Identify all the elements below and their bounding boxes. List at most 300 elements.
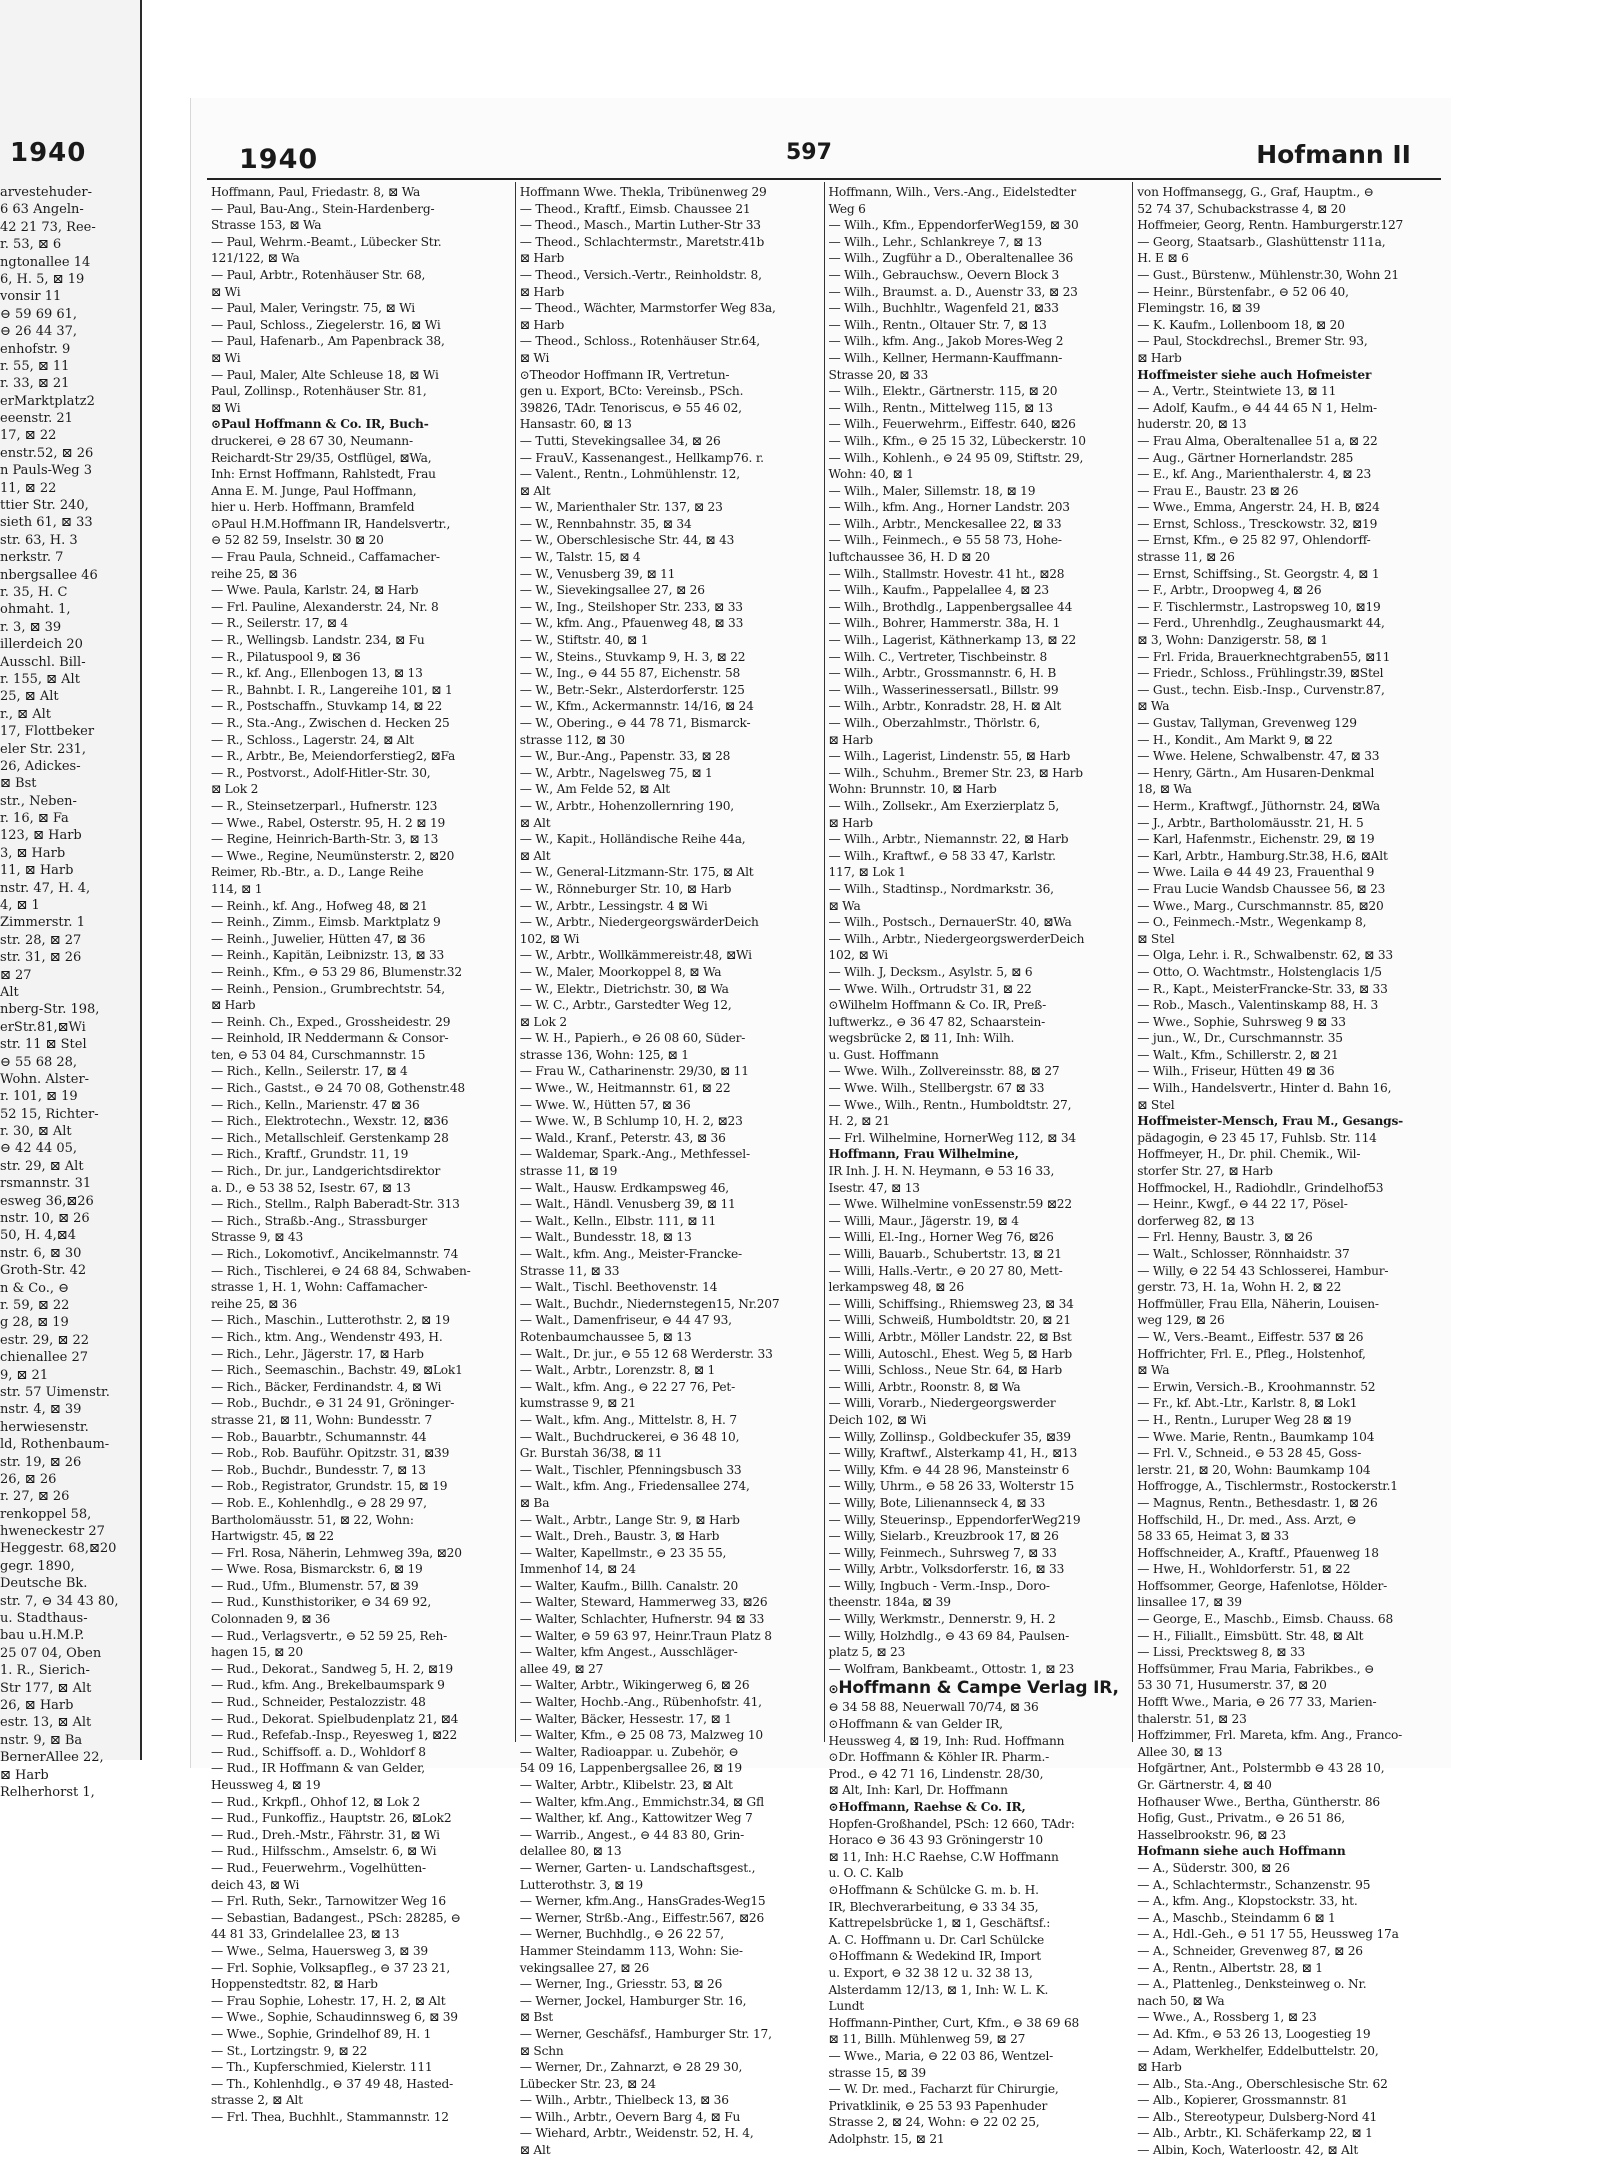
directory-entry: A. C. Hoffmann u. Dr. Carl Schülcke <box>828 1932 1045 1947</box>
directory-entry: — W., Ing., ⊖ 44 55 87, Eichenstr. 58 <box>519 666 741 681</box>
directory-entry: — Sebastian, Badangest., PSch: 28285, ⊖ <box>211 1910 461 1925</box>
directory-entry: — Wilh., Rentn., Mittelweg 115, ⊠ 13 <box>828 400 1053 415</box>
directory-entry: — W., Oberschlesische Str. 44, ⊠ 43 <box>519 533 735 548</box>
directory-entry: — Rich., Kraftf., Grundstr. 11, 19 <box>211 1147 409 1162</box>
directory-entry: — Walter, Kfm., ⊖ 25 08 73, Malzweg 10 <box>519 1728 763 1743</box>
directory-entry: — Wwe. Wilh., Stellbergstr. 67 ⊠ 33 <box>828 1081 1045 1096</box>
left-page-fragment: r. 35, H. C <box>0 584 68 600</box>
directory-entry: — Rich., Kelln., Seilerstr. 17, ⊠ 4 <box>211 1064 408 1079</box>
directory-entry: — Willi, Halls.-Vertr., ⊖ 20 27 80, Mett- <box>828 1263 1063 1278</box>
directory-entry: strasse 1, H. 1, Wohn: Caffamacher- <box>211 1280 428 1295</box>
directory-entry: ⊠ Wi <box>211 350 241 365</box>
directory-entry: — Theod., Schloss., Rotenhäuser Str.64, <box>519 334 760 349</box>
directory-entry: — Valent., Rentn., Lohmühlenstr. 12, <box>519 467 740 482</box>
directory-entry: — Wilh. C., Vertreter, Tischbeinstr. 8 <box>828 649 1048 664</box>
directory-entry: — Frl. V., Schneid., ⊖ 53 28 45, Goss- <box>1137 1446 1362 1461</box>
directory-entry: gen u. Export, BCto: Vereinsb., PSch. <box>519 384 744 399</box>
directory-entry: — George, E., Maschb., Eimsb. Chauss. 68 <box>1137 1612 1394 1627</box>
directory-entry: ⊠ Alt <box>519 848 551 863</box>
directory-entry: — Walt., Arbtr., Lange Str. 9, ⊠ Harb <box>519 1512 740 1527</box>
directory-entry: — H., Filiallt., Eimsbütt. Str. 48, ⊠ Alt <box>1137 1628 1364 1643</box>
directory-entry: — FrauV., Kassenangest., Hellkamp76. r. <box>519 450 764 465</box>
directory-entry: — Reinh., Zimm., Eimsb. Marktplatz 9 <box>211 915 441 930</box>
directory-entry: linsallee 17, ⊠ 39 <box>1137 1595 1242 1610</box>
directory-entry: Hoffmann-Pinther, Curt, Kfm., ⊖ 38 69 68 <box>828 2015 1080 2030</box>
directory-entry: — Rud., Verlagsvertr., ⊖ 52 59 25, Reh- <box>211 1628 448 1643</box>
directory-entry: — Wwe., Rabel, Osterstr. 95, H. 2 ⊠ 19 <box>211 815 446 830</box>
directory-entry: — Wwe., Sophie, Suhrsweg 9 ⊠ 33 <box>1137 1014 1346 1029</box>
directory-entry: — Heinr., Kwgf., ⊖ 44 22 17, Pösel- <box>1137 1197 1348 1212</box>
directory-entry: — Walter, Schlachter, Hufnerstr. 94 ⊠ 33 <box>519 1612 765 1627</box>
directory-entry: — Wilh., Gebrauchsw., Oevern Block 3 <box>828 267 1060 282</box>
directory-entry: — Wilh., Lagerist, Lindenstr. 55, ⊠ Harb <box>828 749 1071 764</box>
directory-entry: strasse 11, ⊠ 19 <box>519 1164 618 1179</box>
directory-entry: — Rud., Dekorat. Spielbudenplatz 21, ⊠4 <box>211 1711 459 1726</box>
directory-entry: ⊠ Wa <box>1137 699 1170 714</box>
left-page-fragment: 9, ⊠ 21 <box>0 1367 49 1383</box>
directory-entry: huderstr. 20, ⊠ 13 <box>1137 417 1247 432</box>
directory-entry: — Ernst, Schloss., Tresckowstr. 32, ⊠19 <box>1137 516 1378 531</box>
directory-entry: Strasse 9, ⊠ 43 <box>211 1230 304 1245</box>
directory-entry: — W., Arbtr., Hohenzollernring 190, <box>519 798 734 813</box>
left-page-fragment: ohmaht. 1, <box>0 602 71 618</box>
left-page-fragment: str. 7, ⊖ 34 43 80, <box>0 1593 119 1609</box>
directory-entry: ⊠ Harb <box>828 815 873 830</box>
directory-entry: — Wilh., Arbtr., NiedergeorgswerderDeich <box>828 931 1085 946</box>
directory-entry: — Walter, Steward, Hammerweg 33, ⊠26 <box>519 1595 768 1610</box>
directory-entry: — Theod., Masch., Martin Luther-Str 33 <box>519 218 761 233</box>
left-page-fragment: 26, Adickes- <box>0 758 81 774</box>
directory-entry: ⊠ Stel <box>1137 1097 1175 1112</box>
directory-entry: Hasselbrookstr. 96, ⊠ 23 <box>1137 1827 1286 1842</box>
directory-entry: — Wilh., Kaufm., Pappelallee 4, ⊠ 23 <box>828 583 1049 598</box>
directory-entry: Hofmann siehe auch Hoffmann <box>1137 1844 1346 1859</box>
left-page-fragment: r. 155, ⊠ Alt <box>0 671 80 687</box>
directory-entry: — W., Kapit., Holländische Reihe 44a, <box>519 832 746 847</box>
directory-entry: ⊠ Alt, Inh: Karl, Dr. Hoffmann <box>828 1783 1008 1798</box>
directory-entry: Hoffrichter, Frl. E., Pfleg., Holstenhof, <box>1137 1346 1366 1361</box>
directory-entry: — Rud., Kunsthistoriker, ⊖ 34 69 92, <box>211 1595 432 1610</box>
directory-entry: — Willi, Arbtr., Roonstr. 8, ⊠ Wa <box>828 1379 1021 1394</box>
directory-entry: — Albin, Koch, Waterloostr. 42, ⊠ Alt <box>1137 2143 1359 2158</box>
directory-entry: Adolphstr. 15, ⊠ 21 <box>828 2131 945 2146</box>
directory-entry: — Walt., kfm. Ang., Friedensallee 274, <box>519 1479 750 1494</box>
directory-entry: Lutterothstr. 3, ⊠ 19 <box>519 1877 643 1892</box>
directory-entry: — Rud., Schneider, Pestalozzistr. 48 <box>211 1695 426 1710</box>
directory-entry: — W., Elektr., Dietrichstr. 30, ⊠ Wa <box>519 981 729 996</box>
directory-entry: Deich 102, ⊠ Wi <box>828 1412 927 1427</box>
directory-entry: — Rich., Straßb.-Ang., Strassburger <box>211 1213 427 1228</box>
directory-entry: — R., Sta.-Ang., Zwischen d. Hecken 25 <box>211 716 450 730</box>
directory-entry: — Willi, Autoschl., Ehest. Weg 5, ⊠ Harb <box>828 1346 1072 1361</box>
directory-entry: — Walter, Radioappar. u. Zubehör, ⊖ <box>519 1744 739 1759</box>
directory-entry: — Wwe., Emma, Angerstr. 24, H. B, ⊠24 <box>1137 500 1380 515</box>
left-page-fragment: renkoppel 58, <box>0 1506 92 1522</box>
left-page-fragment: chienallee 27 <box>0 1350 89 1366</box>
directory-entry: ⊠ Alt <box>519 483 551 498</box>
directory-entry: — Wolfram, Bankbeamt., Ottostr. 1, ⊠ 23 <box>828 1661 1075 1676</box>
directory-entry: Hofig, Gust., Privatm., ⊖ 26 51 86, <box>1137 1811 1345 1826</box>
left-page-fragment: r. 16, ⊠ Fa <box>0 811 69 827</box>
directory-entry: luftchaussee 36, H. D ⊠ 20 <box>828 550 990 565</box>
directory-entry: — Werner, Ing., Griesstr. 53, ⊠ 26 <box>519 1977 723 1992</box>
left-page-fragment: 11, ⊠ 22 <box>0 480 57 496</box>
directory-entry: weg 129, ⊠ 26 <box>1137 1313 1225 1328</box>
directory-entry: ⊠ Harb <box>211 998 256 1013</box>
directory-entry: — Reinhold, IR Neddermann & Consor- <box>211 1031 449 1046</box>
directory-entry: — Magnus, Rentn., Bethesdastr. 1, ⊠ 26 <box>1137 1495 1378 1510</box>
directory-entry: — Theod., Versich.-Vertr., Reinholdstr. 8, <box>519 267 762 282</box>
directory-entry: Kattrepelsbrücke 1, ⊠ 1, Geschäftsf.: <box>828 1916 1051 1931</box>
directory-entry: ⊙ Theodor Hoffmann IR, Vertretun- <box>520 367 820 384</box>
left-page-fragment: sieth 61, ⊠ 33 <box>0 515 93 531</box>
directory-entry: — Wilh., Arbtr., Oevern Barg 4, ⊠ Fu <box>519 2109 741 2124</box>
directory-entry: — Wilh., kfm. Ang., Horner Landstr. 203 <box>828 500 1070 515</box>
directory-entry: — R., Seilerstr. 17, ⊠ 4 <box>211 616 348 631</box>
directory-entry: — Paul, Wehrm.-Beamt., Lübecker Str. <box>211 234 442 249</box>
directory-entry: Hofhauser Wwe., Bertha, Güntherstr. 86 <box>1137 1794 1380 1809</box>
directory-entry: Wohn: Brunnstr. 10, ⊠ Harb <box>828 782 997 797</box>
directory-entry: deich 43, ⊠ Wi <box>211 1877 300 1892</box>
directory-entry: — Wilh., Arbtr., Menckesallee 22, ⊠ 33 <box>828 516 1062 531</box>
directory-entry: — Paul, Hafenarb., Am Papenbrack 38, <box>211 334 445 349</box>
directory-entry: ⊙ Hoffmann & Schülcke G. m. b. H. <box>829 1882 1129 1899</box>
directory-entry: Hansastr. 60, ⊠ 13 <box>519 417 632 432</box>
directory-entry: — W., Talstr. 15, ⊠ 4 <box>519 550 641 565</box>
directory-entry: — H., Kondit., Am Markt 9, ⊠ 22 <box>1137 732 1333 747</box>
directory-entry: — Alb., Arbtr., Kl. Schäferkamp 22, ⊠ 1 <box>1137 2126 1373 2141</box>
directory-entry: Reichardt-Str 29/35, Ostflügel, ⊠Wa, <box>211 450 432 465</box>
directory-entry: ⊠ Lok 2 <box>211 782 259 797</box>
directory-entry: Hoffmüller, Frau Ella, Näherin, Louisen- <box>1137 1296 1379 1311</box>
directory-entry: — Werner, Strßb.-Ang., Eiffestr.567, ⊠26 <box>519 1910 765 1925</box>
directory-entry: Lundt <box>828 1999 864 2014</box>
column-2 <box>516 182 825 2158</box>
directory-entry: — Wilh., Bohrer, Hammerstr. 38a, H. 1 <box>828 616 1061 631</box>
directory-entry: — Willi, Bauarb., Schubertstr. 13, ⊠ 21 <box>828 1247 1062 1261</box>
directory-entry: — Willi, Vorarb., Niedergeorgswerder <box>828 1396 1056 1411</box>
directory-entry: dorferweg 82, ⊠ 13 <box>1137 1213 1255 1228</box>
left-page-fragment: str. 29, ⊠ Alt <box>0 1158 84 1174</box>
directory-entry: — Rob., Registrator, Grundstr. 15, ⊠ 19 <box>211 1479 448 1494</box>
left-page-fragment: estr. 29, ⊠ 22 <box>0 1332 90 1348</box>
directory-entry: theenstr. 184a, ⊠ 39 <box>828 1595 951 1610</box>
left-page-fragment: hweneckestr 27 <box>0 1524 105 1540</box>
directory-entry: — Willi, Schiffsing., Rhiemsweg 23, ⊠ 34 <box>828 1296 1074 1311</box>
directory-entry: Hammer Steindamm 113, Wohn: Sie- <box>519 1943 743 1958</box>
directory-entry: wegsbrücke 2, ⊠ 11, Inh: Wilh. <box>828 1031 1015 1046</box>
directory-entry: — A., Maschb., Steindamm 6 ⊠ 1 <box>1137 1910 1336 1925</box>
directory-entry: — Frl. Pauline, Alexanderstr. 24, Nr. 8 <box>211 599 439 614</box>
left-page-fragment: eeenstr. 21 <box>0 411 73 427</box>
left-page-fragment: 25 07 04, Oben <box>0 1645 102 1661</box>
directory-entry: 52 74 37, Schubackstrasse 4, ⊠ 20 <box>1137 201 1346 216</box>
directory-entry: — W. Dr. med., Facharzt für Chirurgie, <box>828 2082 1059 2097</box>
directory-entry: — Willi, Schloss., Neue Str. 64, ⊠ Harb <box>828 1363 1062 1378</box>
directory-entry: strasse 112, ⊠ 30 <box>519 732 625 747</box>
directory-entry: — W., Arbtr., Nagelsweg 75, ⊠ 1 <box>519 765 713 780</box>
directory-entry: — Wwe., A., Rossberg 1, ⊠ 23 <box>1137 2010 1317 2025</box>
directory-entry: — Wald., Kranf., Peterstr. 43, ⊠ 36 <box>519 1130 726 1145</box>
left-page-fragment: str. 57 Uimenstr. <box>0 1384 110 1400</box>
left-page-fragment: gegr. 1890, <box>0 1558 75 1574</box>
left-page-fragment: r., ⊠ Alt <box>0 706 51 722</box>
directory-entry: — Rich., Bäcker, Ferdinandstr. 4, ⊠ Wi <box>211 1379 442 1394</box>
directory-entry: — Ad. Kfm., ⊖ 53 26 13, Loogestieg 19 <box>1137 2026 1371 2041</box>
directory-entry: H. E ⊠ 6 <box>1137 251 1189 266</box>
directory-entry: ⊠ Wa <box>828 898 861 913</box>
directory-entry: Weg 6 <box>828 201 866 216</box>
directory-entry: Hoffschild, H., Dr. med., Ass. Arzt, ⊖ <box>1137 1512 1357 1527</box>
directory-entry: — R., Postschaffn., Stuvkamp 14, ⊠ 22 <box>211 699 443 714</box>
directory-entry: Hoppenstedtstr. 82, ⊠ Harb <box>211 1977 378 1992</box>
directory-entry: — W., Steins., Stuvkamp 9, H. 3, ⊠ 22 <box>519 649 746 664</box>
directory-entry: strasse 11, ⊠ 26 <box>1137 550 1235 565</box>
directory-entry: Horaco ⊖ 36 43 93 Gröningerstr 10 <box>828 1833 1043 1848</box>
directory-entry: — Rich., Dr. jur., Landgerichtsdirektor <box>211 1164 441 1179</box>
directory-entry: — Wiehard, Arbtr., Weidenstr. 52, H. 4, <box>519 2126 754 2141</box>
directory-entry: — Wilh., Zollsekr., Am Exerzierplatz 5, <box>828 798 1060 813</box>
directory-entry: — Rud., kfm. Ang., Brekelbaumspark 9 <box>211 1678 445 1693</box>
directory-entry: — Reinh. Ch., Exped., Grossheidestr. 29 <box>211 1014 451 1029</box>
header-rule <box>207 178 1441 180</box>
directory-entry: — Wwe. Rosa, Bismarckstr. 6, ⊠ 19 <box>211 1562 423 1577</box>
left-page-fragment: nstr. 9, ⊠ Ba <box>0 1732 83 1748</box>
directory-entry: — Willy, Feinmech., Suhrsweg 7, ⊠ 33 <box>828 1545 1057 1560</box>
directory-entry: — Wilh., Elektr., Gärtnerstr. 115, ⊠ 20 <box>828 384 1058 399</box>
page-year: 1940 <box>239 144 319 175</box>
left-page-fragment: Str 177, ⊠ Alt <box>0 1680 92 1696</box>
directory-entry: — H., Rentn., Luruper Weg 28 ⊠ 19 <box>1137 1412 1352 1427</box>
directory-entry: — Adolf, Kaufm., ⊖ 44 44 65 N 1, Helm- <box>1137 400 1377 415</box>
directory-entry: — Ernst, Kfm., ⊖ 25 82 97, Ohlendorff- <box>1137 533 1371 548</box>
directory-entry: — W., Maler, Moorkoppel 8, ⊠ Wa <box>519 964 722 979</box>
directory-entry: Lübecker Str. 23, ⊠ 24 <box>519 2076 656 2091</box>
directory-entry: — F., Arbtr., Droopweg 4, ⊠ 26 <box>1137 583 1322 598</box>
directory-entry: — Walther, kf. Ang., Kattowitzer Weg 7 <box>519 1811 753 1826</box>
directory-entry: — Walt., Buchdr., Niedernstegen15, Nr.207 <box>519 1296 780 1311</box>
directory-entry: — Frl. Thea, Buchhlt., Stammannstr. 12 <box>211 2109 449 2124</box>
left-page-fragment: estr. 13, ⊠ Alt <box>0 1715 92 1731</box>
directory-entry: — Wwe. Paula, Karlstr. 24, ⊠ Harb <box>211 583 419 598</box>
directory-entry: Gr. Burstah 36/38, ⊠ 11 <box>519 1446 663 1461</box>
directory-entry: — R., Wellingsb. Landstr. 234, ⊠ Fu <box>211 633 425 648</box>
directory-entry: Hopfen-Großhandel, PSch: 12 660, TAdr: <box>828 1816 1075 1831</box>
directory-entry: Heussweg 4, ⊠ 19, Inh: Rud. Hoffmann <box>828 1733 1065 1748</box>
directory-entry: Strasse 153, ⊠ Wa <box>211 218 322 233</box>
directory-entry: — Rob., Masch., Valentinskamp 88, H. 3 <box>1137 998 1379 1013</box>
directory-entry: — Reinh., Kapitän, Leibnizstr. 13, ⊠ 33 <box>211 948 445 963</box>
directory-entry: 121/122, ⊠ Wa <box>211 251 300 266</box>
directory-entry: — Willy, Kfm. ⊖ 44 28 96, Mansteinstr 6 <box>828 1462 1070 1477</box>
directory-entry: — Wilh., Arbtr., Grossmannstr. 6, H. B <box>828 666 1057 681</box>
directory-entry: — Tutti, Stevekingsallee 34, ⊠ 26 <box>519 433 721 448</box>
left-page-fragment: illerdeich 20 <box>0 637 83 653</box>
directory-entry: — Walt., Schlosser, Rönnhaidstr. 37 <box>1137 1247 1350 1261</box>
left-page-fragment: Zimmerstr. 1 <box>0 915 85 931</box>
directory-entry: — Wwe., Wilh., Rentn., Humboldtstr. 27, <box>828 1097 1072 1112</box>
directory-entry: — Willy, Uhrm., ⊖ 58 26 33, Wolterstr 15 <box>828 1479 1075 1494</box>
directory-entry: Wohn: 40, ⊠ 1 <box>828 467 914 482</box>
directory-entry: — Wilh., Arbtr., Niemannstr. 22, ⊠ Harb <box>828 832 1069 847</box>
directory-entry: — W., Arbtr., Lessingstr. 4 ⊠ Wi <box>519 898 708 913</box>
directory-entry: Alsterdamm 12/13, ⊠ 1, Inh: W. L. K. <box>828 1982 1049 1997</box>
directory-entry: — Wwe., Sophie, Grindelhof 89, H. 1 <box>211 2026 432 2041</box>
directory-entry: Immenhof 14, ⊠ 24 <box>519 1562 636 1577</box>
directory-entry: Hofft Wwe., Maria, ⊖ 26 77 33, Marien- <box>1137 1695 1377 1710</box>
directory-entry: — Wilh., kfm. Ang., Jakob Mores-Weg 2 <box>828 334 1064 349</box>
directory-entry: Hoffschneider, A., Kraftf., Pfauenweg 18 <box>1137 1545 1379 1560</box>
directory-entry: — W., Rennbahnstr. 35, ⊠ 34 <box>519 516 692 531</box>
directory-entry: — Rich., Kelln., Marienstr. 47 ⊠ 36 <box>211 1097 420 1112</box>
directory-entry: — Paul, Maler, Veringstr. 75, ⊠ Wi <box>211 301 415 316</box>
directory-entry: — Rud., Dekorat., Sandweg 5, H. 2, ⊠19 <box>211 1661 453 1676</box>
directory-entry: — Erwin, Versich.-B., Kroohmannstr. 52 <box>1137 1379 1376 1394</box>
left-page-fragment: 26, ⊠ 26 <box>0 1471 57 1487</box>
directory-entry: — R., Pilatuspool 9, ⊠ 36 <box>211 649 361 664</box>
directory-entry: — Wwe., Marg., Curschmannstr. 85, ⊠20 <box>1137 898 1384 913</box>
directory-entry: u. Export, ⊖ 32 38 12 u. 32 38 13, <box>828 1965 1033 1980</box>
directory-entry: — Wilh., Lehr., Schlankreye 7, ⊠ 13 <box>828 234 1042 249</box>
left-page-fragment: str. 28, ⊠ 27 <box>0 932 82 948</box>
directory-entry: — E., kf. Ang., Marienthalerstr. 4, ⊠ 23 <box>1137 467 1372 482</box>
directory-entry: — Frau Alma, Oberaltenallee 51 a, ⊠ 22 <box>1137 433 1378 448</box>
directory-entry: ten, ⊖ 53 04 84, Curschmannstr. 15 <box>211 1047 426 1062</box>
left-page-fragment: Wohn. Alster- <box>0 1071 90 1087</box>
directory-entry: — Th., Kohlenhdlg., ⊖ 37 49 48, Hasted- <box>211 2076 454 2091</box>
directory-entry: strasse 21, ⊠ 11, Wohn: Bundesstr. 7 <box>211 1412 433 1427</box>
left-page-fragment: nstr. 10, ⊠ 26 <box>0 1211 90 1227</box>
directory-entry: Isestr. 47, ⊠ 13 <box>828 1180 920 1195</box>
directory-entry: — Willy, Werkmstr., Dennerstr. 9, H. 2 <box>828 1612 1056 1627</box>
directory-entry: — R., kf. Ang., Ellenbogen 13, ⊠ 13 <box>211 666 423 681</box>
directory-entry: — Rud., Krkpfl., Ohhof 12, ⊠ Lok 2 <box>211 1794 421 1809</box>
left-page-fragment: n & Co., ⊖ <box>0 1280 70 1296</box>
directory-entry: ⊠ Alt <box>519 815 551 830</box>
left-page-fragment: n Pauls-Weg 3 <box>0 463 93 479</box>
directory-entry: — W. C., Arbtr., Garstedter Weg 12, <box>519 998 732 1013</box>
directory-entry: Gr. Gärtnerstr. 4, ⊠ 40 <box>1137 1778 1272 1792</box>
left-page-fragment: 11, ⊠ Harb <box>0 863 74 879</box>
directory-entry: — Georg, Staatsarb., Glashüttenstr 111a, <box>1137 234 1386 249</box>
directory-entry: — Walter, kfm Angest., Ausschläger- <box>519 1645 738 1660</box>
left-page-fragment: 6 63 Angeln- <box>0 202 84 218</box>
directory-entry: — Wilh. J, Decksm., Asylstr. 5, ⊠ 6 <box>828 964 1033 979</box>
directory-entry: ⊠ Harb <box>519 284 565 299</box>
directory-entry: — Walter, Arbtr., Klibelstr. 23, ⊠ Alt <box>519 1778 733 1792</box>
directory-entry: — Wilh., Wasserinessersatl., Billstr. 99 <box>828 682 1059 697</box>
directory-entry: ⊠ 11, Billh. Mühlenweg 59, ⊠ 27 <box>828 2032 1026 2047</box>
directory-entry: ⊙ Paul Hoffmann & Co. IR, Buch- <box>211 416 511 433</box>
directory-entry: — Wwe. Helene, Schwalbenstr. 47, ⊠ 33 <box>1137 749 1380 764</box>
directory-entry: — A., Vertr., Steintwiete 13, ⊠ 11 <box>1137 384 1337 399</box>
directory-entry: — Walter, Hochb.-Ang., Rübenhofstr. 41, <box>519 1695 762 1710</box>
directory-entry: — W., Obering., ⊖ 44 78 71, Bismarck- <box>519 716 751 730</box>
directory-entry: — Frl. Sophie, Volksapfleg., ⊖ 37 23 21, <box>211 1960 451 1975</box>
directory-entry: ⊙ Wilhelm Hoffmann & Co. IR, Preß- <box>829 997 1129 1014</box>
directory-entry: — W., Kfm., Ackermannstr. 14/16, ⊠ 24 <box>519 699 754 714</box>
directory-entry: — A., Schlachtermstr., Schanzenstr. 95 <box>1137 1877 1371 1892</box>
directory-entry: — Willy, Holzhdlg., ⊖ 43 69 84, Paulsen- <box>828 1628 1070 1643</box>
directory-entry: Hoffsümmer, Frau Maria, Fabrikbes., ⊖ <box>1137 1661 1375 1676</box>
directory-entry: — Wwe. Wilh., Ortrudstr 31, ⊠ 22 <box>828 981 1032 996</box>
directory-entry: — Walt., Dreh., Baustr. 3, ⊠ Harb <box>519 1529 720 1544</box>
directory-entry: Hoffmeister-Mensch, Frau M., Gesangs- <box>1137 1114 1404 1129</box>
directory-entry: — W., Sievekingsallee 27, ⊠ 26 <box>519 583 705 598</box>
directory-entry: — Willy, Kraftwf., Alsterkamp 41, H., ⊠13 <box>828 1446 1078 1461</box>
directory-entry: — A., Süderstr. 300, ⊠ 26 <box>1137 1860 1290 1875</box>
directory-entry: — Rich., Tischlerei, ⊖ 24 68 84, Schwaben- <box>211 1263 471 1278</box>
directory-entry: — A., Schneider, Grevenweg 87, ⊠ 26 <box>1137 1943 1363 1958</box>
directory-entry: — Rob., Rob. Bauführ. Opitzstr. 31, ⊠39 <box>211 1446 450 1461</box>
directory-entry: — Paul, Stockdrechsl., Bremer Str. 93, <box>1137 334 1368 349</box>
directory-entry: — Willi, Maur., Jägerstr. 19, ⊠ 4 <box>828 1213 1019 1228</box>
left-page-fragment: arvestehuder- <box>0 185 92 200</box>
directory-entry: Hoffmann, Frau Wilhelmine, <box>828 1147 1019 1162</box>
left-page-fragment: Heggestr. 68,⊠20 <box>0 1541 117 1557</box>
directory-entry: — Wwe., W., Heitmannstr. 61, ⊠ 22 <box>519 1081 731 1096</box>
directory-entry: — Frl. Wilhelmine, HornerWeg 112, ⊠ 34 <box>828 1130 1076 1145</box>
directory-entry: — Willi, El.-Ing., Horner Weg 76, ⊠26 <box>828 1230 1054 1245</box>
left-page-fragment: 17, ⊠ 22 <box>0 428 57 444</box>
left-page-fragment: ⊖ 59 69 61, <box>0 306 78 322</box>
directory-entry: Strasse 20, ⊠ 33 <box>828 367 929 382</box>
directory-entry: — W., Betr.-Sekr., Alsterdorferstr. 125 <box>519 682 745 697</box>
left-page-fragment: Alt <box>0 984 19 1000</box>
left-page-fragment: ⊠ Bst <box>0 776 37 792</box>
directory-entry: reihe 25, ⊠ 36 <box>211 566 297 581</box>
directory-entry: — Reinh., Pension., Grumbrechtstr. 54, <box>211 981 445 996</box>
left-page-fragment: ⊠ Harb <box>0 1767 49 1783</box>
directory-entry: H. 2, ⊠ 21 <box>828 1114 890 1129</box>
directory-entry: — Walt., Tischler, Pfenningsbusch 33 <box>519 1462 742 1477</box>
left-page-fragment: str., Neben- <box>0 793 77 809</box>
directory-entry: — Werner, Garten- u. Landschaftsgest., <box>519 1860 756 1875</box>
directory-entry: — Wwe., Maria, ⊖ 22 03 86, Wentzel- <box>828 2048 1054 2063</box>
left-page-fragment: 4, ⊠ 1 <box>0 898 40 914</box>
directory-entry: Hoffmann, Wilh., Vers.-Ang., Eidelstedter <box>828 185 1076 199</box>
directory-entry: — Alb., Stereotypeur, Dulsberg-Nord 41 <box>1137 2109 1378 2124</box>
directory-entry: — Walt., Bundesstr. 18, ⊠ 13 <box>519 1230 692 1245</box>
directory-entry: — Willy, ⊖ 22 54 43 Schlossereі, Hambur- <box>1137 1263 1389 1278</box>
directory-entry: IR, Blechverarbeitung, ⊖ 33 34 35, <box>828 1899 1039 1914</box>
directory-entry: ⊙ Paul H.M.Hoffmann IR, Handelsvertr., <box>211 516 511 533</box>
directory-entry: — Regine, Heinrich-Barth-Str. 3, ⊠ 13 <box>211 832 439 847</box>
directory-entry: 53 30 71, Husumerstr. 37, ⊠ 20 <box>1137 1678 1327 1693</box>
left-page-year: 1940 <box>10 138 87 168</box>
directory-entry: — Wilh., Feinmech., ⊖ 55 58 73, Hohe- <box>828 533 1062 548</box>
left-page-fragment: esweg 36,⊠26 <box>0 1193 94 1209</box>
directory-entry: — Rud., IR Hoffmann & van Gelder, <box>211 1761 425 1776</box>
directory-entry: Paul, Zollinsp., Rotenhäuser Str. 81, <box>211 384 427 399</box>
directory-entry: — Walt., Damenfriseur, ⊖ 44 47 93, <box>519 1313 732 1328</box>
directory-entry: — Frau Paula, Schneid., Caffamacher- <box>211 550 440 565</box>
directory-entry: — Wwe., Sophie, Schaudinnsweg 6, ⊠ 39 <box>211 2010 458 2025</box>
left-page-fragment: erStr.81,⊠Wi <box>0 1019 86 1035</box>
directory-entry: — Rich., Maschin., Lutterothstr. 2, ⊠ 19 <box>211 1313 450 1328</box>
directory-entry: — Theod., Wächter, Marmstorfer Weg 83a, <box>519 301 776 316</box>
directory-entry: — Heinr., Bürstenfabr., ⊖ 52 06 40, <box>1137 284 1349 299</box>
directory-entry: — W., Arbtr., NiedergeorgswärderDeich <box>519 915 759 930</box>
directory-entry: Anna E. M. Junge, Paul Hoffmann, <box>211 483 417 498</box>
left-page-fragment: r. 33, ⊠ 21 <box>0 376 70 392</box>
directory-entry: gerstr. 73, H. 1a, Wohn H. 2, ⊠ 22 <box>1137 1280 1342 1295</box>
directory-entry: — R., Steinsetzerparl., Hufnerstr. 123 <box>211 798 438 813</box>
directory-entry: — W., Arbtr., Wollkämmereistr.48, ⊠Wi <box>519 948 752 963</box>
left-page-edge <box>0 0 142 1800</box>
directory-entry: ⊠ Ba <box>519 1495 550 1510</box>
directory-entry: — Rich., Elektrotechn., Wexstr. 12, ⊠36 <box>211 1114 449 1129</box>
